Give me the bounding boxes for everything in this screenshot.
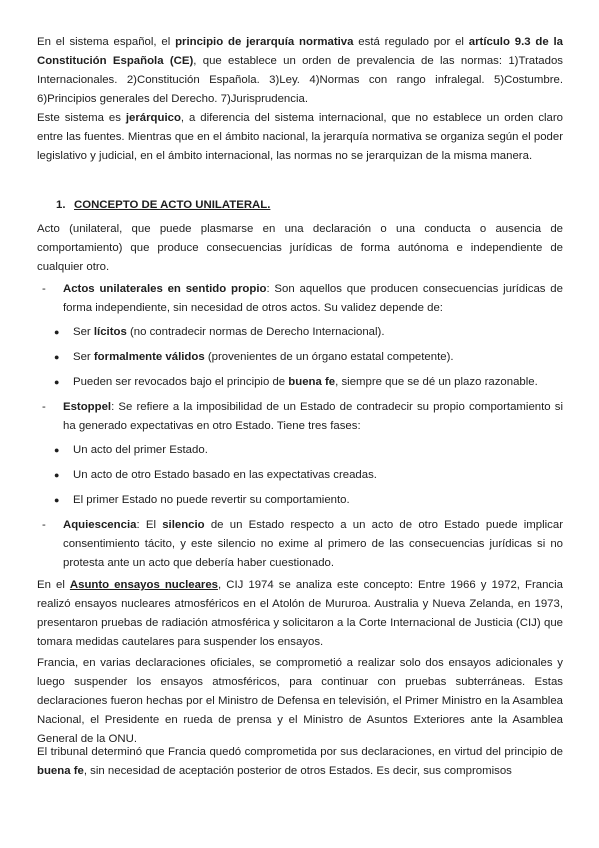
section-number: 1.: [56, 199, 66, 211]
bullet-item: [54, 348, 563, 367]
bold-term: jerárquico: [125, 112, 181, 124]
list-item-estoppel: [42, 398, 563, 436]
text-run: , sin necesidad de aceptación posterior de otros Estados. Es decir, sus compromisos: [83, 765, 512, 777]
definition-paragraph: Acto (unilateral, que puede plasmarse en una declaración o una conducta o ausencia de comportamiento) que produce consecuencias jurídicas de forma autónoma e independiente de cualquier otro.: [37, 223, 563, 273]
bullet-item: [54, 466, 563, 485]
bullet-icon: ●: [54, 470, 60, 480]
section-title: CONCEPTO DE ACTO UNILATERAL.: [74, 199, 271, 211]
text-run: está regulado por el: [353, 36, 469, 48]
text-run: En el sistema español, el: [37, 36, 176, 48]
list-item-actos: [42, 280, 563, 318]
text-run: En el: [37, 579, 70, 591]
bullet-icon: ●: [54, 327, 60, 337]
text-run: : Son aquellos que producen consecuencias jurídicas de forma independiente, sin necesidad de otros actos. Su validez depende de:: [63, 283, 563, 314]
text-run: Ser: [73, 326, 94, 338]
text-run: : Se refiere a la imposibilidad de un Estado de contradecir su propio comportamiento si ha generado expectativas en otro Estado. Tiene tres fases:: [63, 401, 563, 432]
bullet-item: [54, 373, 563, 392]
text-run: El tribunal determinó que Francia quedó comprometida por sus declaraciones, en virtud del principio de: [37, 746, 563, 758]
bold-term: buena fe: [288, 376, 336, 388]
text-run: Un acto del primer Estado.: [73, 444, 208, 456]
bold-term: buena fe: [37, 765, 84, 777]
text-run: , que establece un orden de prevalencia de las normas: 1)Tratados Internacionales. 2)Constitución Española. 3)Ley. 4)Normas con rango infralegal. 5)Costumbre. 6)Principios generales del Derecho. 7)Jurisprudencia.: [37, 55, 563, 105]
bullet-icon: ●: [54, 352, 60, 362]
text-run: , CIJ 1974 se analiza este concepto: Entre 1966 y 1972, Francia realizó ensayos nucleares atmosféricos en el Atolón de Mururoa. Australia y Nueva Zelanda, en 1973, presentaron pruebas de radiación atmosférica y solicitaron a la Corte Internacional de Justicia (CIJ) que tomara medidas cautelares para suspender los ensayos.: [37, 579, 563, 648]
asunto-paragraph: [37, 576, 563, 652]
text-run: (provenientes de un órgano estatal competente).: [204, 351, 454, 363]
text-run: El primer Estado no puede revertir su comportamiento.: [73, 494, 350, 506]
bold-term: lícitos: [93, 326, 127, 338]
bullet-item: [54, 441, 563, 460]
text-run: , siempre que se dé un plazo razonable.: [335, 376, 538, 388]
text-run: Este sistema es: [37, 112, 126, 124]
section-heading: [56, 196, 270, 215]
bullet-icon: ●: [54, 495, 60, 505]
intro-paragraph-1: [37, 33, 563, 109]
bullet-icon: ●: [54, 445, 60, 455]
intro-paragraph-2: [37, 109, 563, 166]
dash-marker: -: [42, 519, 46, 531]
text-run: : El: [136, 519, 163, 531]
bold-term: artículo 9.3 de la Constitución Española (CE): [37, 36, 564, 67]
list-item-aquiescencia: [42, 516, 563, 573]
text-run: (no contradecir normas de Derecho Internacional).: [126, 326, 385, 338]
text-run: Ser: [73, 351, 94, 363]
text-run: , a diferencia del sistema internacional, que no establece un orden claro entre las fuentes. Mientras que en el ámbito nacional, la jerarquía normativa se organiza según el poder legislativo y judicial, en el ámbito internacional, las normas no se jerarquizan de la misma manera.: [37, 112, 564, 162]
text-run: Un acto de otro Estado basado en las expectativas creadas.: [73, 469, 377, 481]
bullet-icon: ●: [54, 377, 60, 387]
bullet-item: [54, 323, 563, 342]
dash-marker: -: [42, 283, 46, 295]
text-run: Pueden ser revocados bajo el principio de: [73, 376, 289, 388]
bullet-item: [54, 491, 563, 510]
bold-term: silencio: [162, 519, 205, 531]
bold-term: Actos unilaterales en sentido propio: [63, 283, 267, 295]
bold-term: formalmente válidos: [93, 351, 205, 363]
bold-term: Aquiescencia: [63, 519, 137, 531]
text-run: de un Estado respecto a un acto de otro Estado puede implicar consentimiento tácito, y este silencio no exime al primero de las consecuencias jurídicas si no protesta ante un acto que debería haber cuestionado.: [63, 519, 563, 569]
dash-marker: -: [42, 401, 46, 413]
case-title: Asunto ensayos nucleares: [69, 579, 219, 591]
tribunal-paragraph: [37, 743, 563, 781]
francia-paragraph: Francia, en varias declaraciones oficiales, se comprometió a realizar solo dos ensayos adicionales y luego suspender los ensayos atmosféricos, para continuar con pruebas subterráneas. Estas declaraciones fueron hechas por el Ministro de Defensa en televisión, el Primer Ministro en la Asamblea Nacional, el Presidente en rueda de prensa y el Ministro de Asuntos Exteriores ante la Asamblea General de la ONU.: [37, 657, 563, 745]
bold-term: Estoppel: [63, 401, 112, 413]
bold-term: principio de jerarquía normativa: [175, 36, 354, 48]
